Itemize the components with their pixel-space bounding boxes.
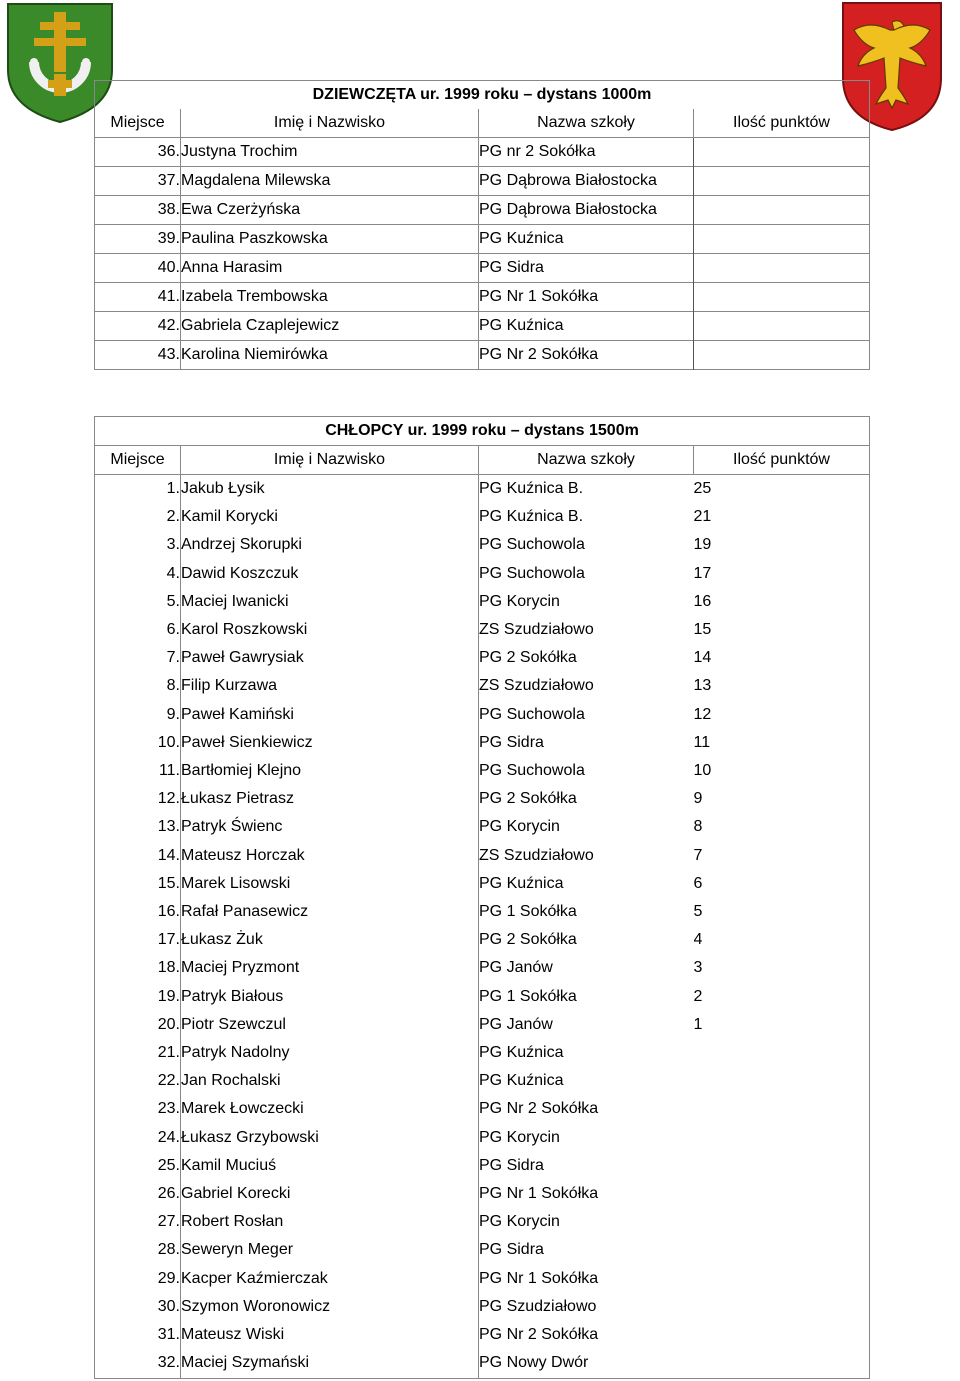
name-cell: Jakub Łysik <box>181 475 479 504</box>
table-row <box>95 785 870 813</box>
table-row <box>95 954 870 982</box>
points-cell: 25 <box>693 480 712 497</box>
school-cell: PG 2 Sokółka <box>479 785 694 813</box>
boys-title-row <box>95 417 870 446</box>
name-cell: Gabriel Korecki <box>181 1180 479 1208</box>
table-row <box>95 283 870 312</box>
place-cell: 8. <box>166 677 180 695</box>
points-cell <box>694 1095 870 1123</box>
points-cell: 6 <box>693 874 703 892</box>
header-points: Ilość punktów <box>694 446 870 475</box>
name-cell: Bartłomiej Klejno <box>181 757 479 785</box>
girls-title-row <box>95 81 870 110</box>
place-cell: 12. <box>157 790 180 808</box>
points-cell: 8 <box>693 818 703 836</box>
place-cell: 22. <box>157 1072 180 1090</box>
table-row <box>95 1321 870 1349</box>
name-cell: Łukasz Grzybowski <box>181 1124 479 1152</box>
table-row <box>95 1095 870 1123</box>
points-cell <box>694 1152 870 1180</box>
school-cell: PG Suchowola <box>479 701 694 729</box>
points-cell: 9 <box>693 790 703 808</box>
table-row <box>95 254 870 283</box>
school-cell: PG Nr 1 Sokółka <box>479 283 694 312</box>
name-cell: Paweł Gawrysiak <box>181 644 479 672</box>
boys-results-table <box>94 416 870 1379</box>
name-cell: Maciej Szymański <box>181 1349 479 1378</box>
table-row <box>95 983 870 1011</box>
table-row <box>95 225 870 254</box>
table-row <box>95 1124 870 1152</box>
header-place: Miejsce <box>95 446 181 475</box>
place-cell: 23. <box>157 1100 180 1118</box>
girls-header-row <box>95 109 870 138</box>
points-cell <box>694 1067 870 1095</box>
table-row <box>95 1067 870 1095</box>
table-row <box>95 757 870 785</box>
name-cell: Robert Rosłan <box>181 1208 479 1236</box>
place-cell: 10. <box>157 733 180 751</box>
place-cell: 7. <box>166 649 180 667</box>
table-row <box>95 312 870 341</box>
header-name: Imię i Nazwisko <box>181 109 479 138</box>
place-cell: 11. <box>158 762 180 780</box>
school-cell: PG Korycin <box>479 1124 694 1152</box>
name-cell: Patryk Świenc <box>181 813 479 841</box>
table-row <box>95 672 870 700</box>
place-cell: 21. <box>157 1044 180 1062</box>
name-cell: Patryk Nadolny <box>181 1039 479 1067</box>
points-cell <box>694 254 870 283</box>
school-cell: PG Kuźnica <box>479 1039 694 1067</box>
table-row <box>95 531 870 559</box>
table-row <box>95 1011 870 1039</box>
table-row <box>95 729 870 757</box>
name-cell: Szymon Woronowicz <box>181 1293 479 1321</box>
points-cell: 21 <box>693 508 712 526</box>
header-place: Miejsce <box>110 114 165 131</box>
points-cell <box>694 283 870 312</box>
place-cell: 6. <box>166 621 180 639</box>
school-cell: PG Suchowola <box>479 757 694 785</box>
school-cell: PG Dąbrowa Białostocka <box>479 196 694 225</box>
header-name: Imię i Nazwisko <box>181 446 479 475</box>
table-row <box>95 1349 870 1378</box>
name-cell: Gabriela Czaplejewicz <box>181 312 479 341</box>
school-cell: PG Kuźnica <box>479 870 694 898</box>
place-cell: 39. <box>95 225 181 254</box>
points-cell: 5 <box>693 903 703 921</box>
points-cell <box>694 1265 870 1293</box>
school-cell: PG Nr 1 Sokółka <box>479 1180 694 1208</box>
table-row <box>95 1265 870 1293</box>
place-cell: 37. <box>95 167 181 196</box>
points-cell <box>694 312 870 341</box>
girls-table-title: DZIEWCZĘTA ur. 1999 roku – dystans 1000m <box>312 86 652 103</box>
points-cell: 13 <box>693 677 712 695</box>
table-row <box>95 560 870 588</box>
points-cell: 4 <box>693 931 703 949</box>
points-cell <box>694 341 870 370</box>
name-cell: Rafał Panasewicz <box>181 898 479 926</box>
name-cell: Karol Roszkowski <box>181 616 479 644</box>
points-cell: 15 <box>693 621 712 639</box>
school-cell: PG 2 Sokółka <box>479 926 694 954</box>
table-row <box>95 588 870 616</box>
place-cell: 32. <box>157 1354 180 1372</box>
points-cell <box>694 167 870 196</box>
school-cell: PG Kuźnica B. <box>479 503 694 531</box>
points-cell <box>694 1208 870 1236</box>
table-row <box>95 196 870 225</box>
school-cell: PG Korycin <box>479 588 694 616</box>
name-cell: Marek Lisowski <box>181 870 479 898</box>
name-cell: Paweł Sienkiewicz <box>181 729 479 757</box>
school-cell: PG Suchowola <box>479 560 694 588</box>
table-row <box>95 870 870 898</box>
points-cell <box>694 1039 870 1067</box>
table-row <box>95 503 870 531</box>
points-cell <box>694 1180 870 1208</box>
points-cell: 3 <box>693 959 703 977</box>
table-row <box>95 616 870 644</box>
table-row <box>95 1236 870 1264</box>
name-cell: Izabela Trembowska <box>181 283 479 312</box>
name-cell: Paweł Kamiński <box>181 701 479 729</box>
school-cell: PG Janów <box>479 954 694 982</box>
name-cell: Jan Rochalski <box>181 1067 479 1095</box>
school-cell: PG Sidra <box>479 1152 694 1180</box>
place-cell: 30. <box>157 1297 180 1315</box>
table-row <box>95 1293 870 1321</box>
name-cell: Karolina Niemirówka <box>181 341 479 370</box>
table-row <box>95 1208 870 1236</box>
place-cell: 19. <box>157 987 180 1005</box>
name-cell: Kamil Muciuś <box>181 1152 479 1180</box>
school-cell: PG 2 Sokółka <box>479 644 694 672</box>
school-cell: PG Kuźnica <box>479 225 694 254</box>
points-cell <box>694 1124 870 1152</box>
place-cell: 40. <box>95 254 181 283</box>
school-cell: PG nr 2 Sokółka <box>479 138 694 167</box>
points-cell: 1 <box>693 1015 703 1033</box>
points-cell: 16 <box>693 592 712 610</box>
school-cell: PG Janów <box>479 1011 694 1039</box>
table-row <box>95 341 870 370</box>
school-cell: PG Sidra <box>479 254 694 283</box>
points-cell: 10 <box>693 762 712 780</box>
place-cell: 1. <box>166 480 180 497</box>
points-cell <box>694 138 870 167</box>
name-cell: Kamil Korycki <box>181 503 479 531</box>
header-school: Nazwa szkoły <box>479 109 694 138</box>
school-cell: PG Suchowola <box>479 531 694 559</box>
name-cell: Patryk Białous <box>181 983 479 1011</box>
school-cell: PG Kuźnica <box>479 312 694 341</box>
place-cell: 9. <box>166 705 180 723</box>
name-cell: Łukasz Pietrasz <box>181 785 479 813</box>
name-cell: Ewa Czerżyńska <box>181 196 479 225</box>
place-cell: 31. <box>157 1326 180 1344</box>
school-cell: PG Kuźnica B. <box>479 475 694 504</box>
name-cell: Marek Łowczecki <box>181 1095 479 1123</box>
name-cell: Seweryn Meger <box>181 1236 479 1264</box>
table-row <box>95 926 870 954</box>
name-cell: Mateusz Horczak <box>181 842 479 870</box>
points-cell <box>694 1236 870 1264</box>
table-row <box>95 1039 870 1067</box>
place-cell: 13. <box>157 818 180 836</box>
points-cell <box>694 1349 870 1378</box>
name-cell: Dawid Koszczuk <box>181 560 479 588</box>
boys-header-row <box>95 446 870 475</box>
place-cell: 29. <box>157 1269 180 1287</box>
girls-results-table <box>94 80 870 370</box>
points-cell <box>694 1321 870 1349</box>
name-cell: Justyna Trochim <box>181 138 479 167</box>
name-cell: Paulina Paszkowska <box>181 225 479 254</box>
points-cell: 2 <box>693 987 703 1005</box>
school-cell: PG 1 Sokółka <box>479 898 694 926</box>
place-cell: 18. <box>157 959 180 977</box>
points-cell: 12 <box>693 705 712 723</box>
name-cell: Kacper Kaźmierczak <box>181 1265 479 1293</box>
points-cell <box>694 225 870 254</box>
name-cell: Łukasz Żuk <box>181 926 479 954</box>
school-cell: PG Korycin <box>479 1208 694 1236</box>
table-row <box>95 898 870 926</box>
points-cell: 7 <box>693 846 703 864</box>
name-cell: Magdalena Milewska <box>181 167 479 196</box>
points-cell: 19 <box>693 536 712 554</box>
boys-table-title: CHŁOPCY ur. 1999 roku – dystans 1500m <box>95 417 870 446</box>
name-cell: Piotr Szewczul <box>181 1011 479 1039</box>
place-cell: 25. <box>157 1156 180 1174</box>
header-points: Ilość punktów <box>694 109 870 138</box>
table-row <box>95 644 870 672</box>
points-cell: 14 <box>693 649 712 667</box>
school-cell: PG Nr 2 Sokółka <box>479 1095 694 1123</box>
header-school: Nazwa szkoły <box>479 446 694 475</box>
place-cell: 2. <box>166 508 180 526</box>
school-cell: ZS Szudziałowo <box>479 616 694 644</box>
school-cell: PG Nr 2 Sokółka <box>479 341 694 370</box>
table-row <box>95 167 870 196</box>
name-cell: Filip Kurzawa <box>181 672 479 700</box>
place-cell: 3. <box>166 536 180 554</box>
name-cell: Maciej Pryzmont <box>181 954 479 982</box>
place-cell: 24. <box>157 1128 180 1146</box>
name-cell: Maciej Iwanicki <box>181 588 479 616</box>
place-cell: 17. <box>157 931 180 949</box>
school-cell: PG Szudziałowo <box>479 1293 694 1321</box>
place-cell: 42. <box>95 312 181 341</box>
points-cell <box>694 196 870 225</box>
name-cell: Mateusz Wiski <box>181 1321 479 1349</box>
place-cell: 15. <box>157 874 180 892</box>
table-row <box>95 842 870 870</box>
school-cell: PG Nr 1 Sokółka <box>479 1265 694 1293</box>
table-row <box>95 813 870 841</box>
place-cell: 5. <box>166 592 180 610</box>
school-cell: PG Sidra <box>479 729 694 757</box>
table-row <box>95 138 870 167</box>
place-cell: 26. <box>157 1185 180 1203</box>
table-row <box>95 1152 870 1180</box>
place-cell: 16. <box>157 903 180 921</box>
points-cell: 11 <box>693 733 711 751</box>
school-cell: PG Korycin <box>479 813 694 841</box>
place-cell: 27. <box>157 1213 180 1231</box>
place-cell: 41. <box>95 283 181 312</box>
table-row <box>95 475 870 504</box>
school-cell: PG Dąbrowa Białostocka <box>479 167 694 196</box>
place-cell: 43. <box>95 341 181 370</box>
place-cell: 14. <box>157 846 180 864</box>
place-cell: 20. <box>157 1015 180 1033</box>
school-cell: ZS Szudziałowo <box>479 672 694 700</box>
place-cell: 38. <box>95 196 181 225</box>
place-cell: 28. <box>157 1241 180 1259</box>
name-cell: Andrzej Skorupki <box>181 531 479 559</box>
school-cell: ZS Szudziałowo <box>479 842 694 870</box>
school-cell: PG Nowy Dwór <box>479 1349 694 1378</box>
points-cell: 17 <box>693 564 712 582</box>
school-cell: PG Nr 2 Sokółka <box>479 1321 694 1349</box>
school-cell: PG 1 Sokółka <box>479 983 694 1011</box>
school-cell: PG Kuźnica <box>479 1067 694 1095</box>
table-row <box>95 701 870 729</box>
table-row <box>95 1180 870 1208</box>
place-cell: 36. <box>95 138 181 167</box>
school-cell: PG Sidra <box>479 1236 694 1264</box>
place-cell: 4. <box>166 564 180 582</box>
name-cell: Anna Harasim <box>181 254 479 283</box>
points-cell <box>694 1293 870 1321</box>
